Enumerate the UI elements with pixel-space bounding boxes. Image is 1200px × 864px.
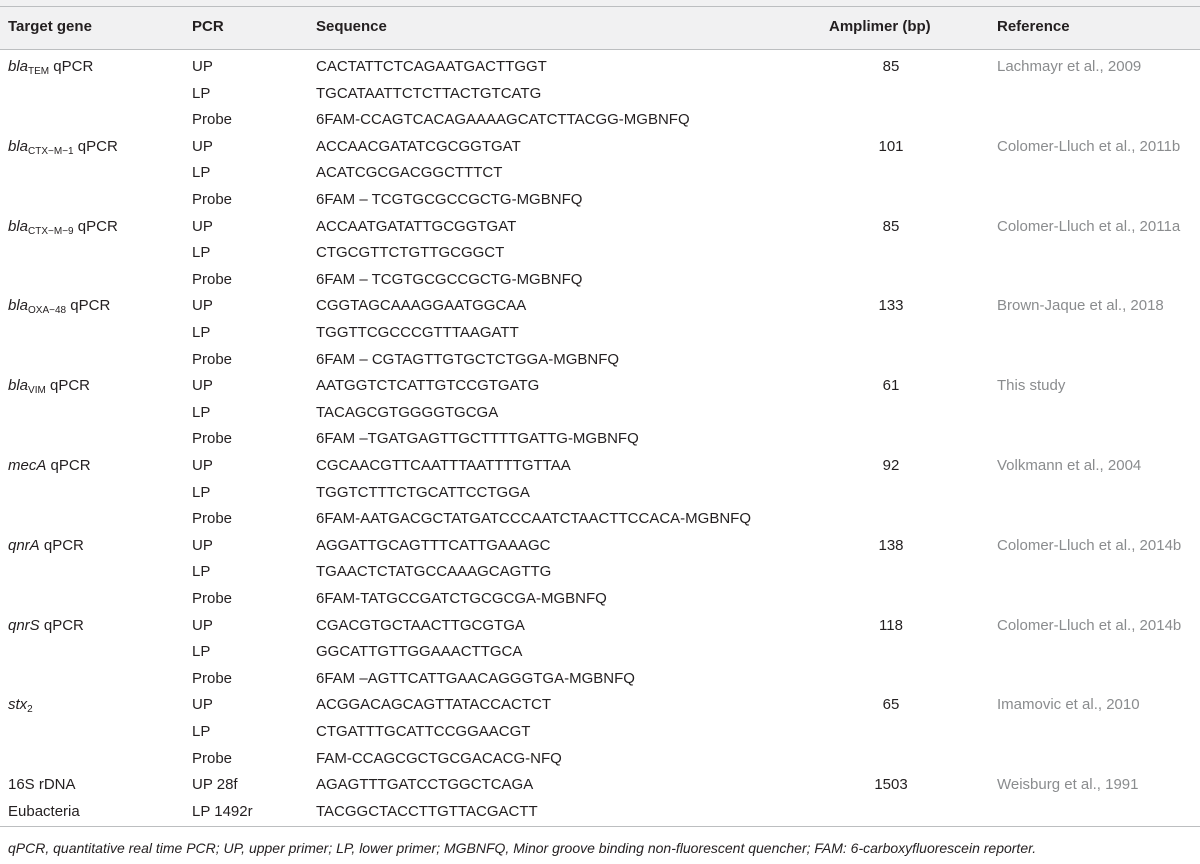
gene-subscript: 2: [27, 704, 33, 715]
cell-pcr: UP: [192, 138, 213, 155]
gene-name: qnrS: [8, 617, 40, 634]
cell-sequence: TGAACTCTATGCCAAAGCAGTTG: [316, 563, 552, 580]
gene-assay-type: qPCR: [73, 138, 118, 155]
cell-reference-link[interactable]: Weisburg et al., 1991: [997, 776, 1139, 793]
table-footnote: qPCR, quantitative real time PCR; UP, upper primer; LP, lower primer; MGBNFQ, Minor groove binding non-fluorescent quencher; FAM: 6-carboxyfluorescein reporter.: [8, 840, 1037, 856]
cell-sequence: AGGATTGCAGTTTCATTGAAAGC: [316, 537, 551, 554]
cell-pcr: LP: [192, 723, 211, 740]
bottom-rule: [0, 826, 1200, 827]
cell-target-gene: 16S rDNA: [8, 776, 76, 793]
cell-amplimer: 138: [878, 537, 904, 554]
cell-reference-link[interactable]: Brown-Jaque et al., 2018: [997, 297, 1164, 314]
gene-assay-type: qPCR: [39, 617, 84, 634]
cell-pcr: Probe: [192, 191, 233, 208]
cell-sequence: ACATCGCGACGGCTTTCT: [316, 164, 503, 181]
cell-sequence: CGCAACGTTCAATTTAATTTTGTTAA: [316, 457, 571, 474]
cell-reference-link[interactable]: Lachmayr et al., 2009: [997, 58, 1142, 75]
cell-sequence: ACCAATGATATTGCGGTGAT: [316, 218, 517, 235]
cell-pcr: UP: [192, 297, 213, 314]
cell-target-gene: [8, 218, 118, 241]
cell-amplimer: 65: [882, 696, 900, 713]
cell-pcr: LP: [192, 643, 211, 660]
cell-pcr: LP: [192, 164, 211, 181]
cell-sequence: TACGGCTACCTTGTTACGACTT: [316, 803, 538, 820]
cell-pcr: UP: [192, 218, 213, 235]
cell-amplimer: 92: [882, 457, 900, 474]
gene-assay-type: qPCR: [66, 297, 111, 314]
cell-sequence: FAM-CCAGCGCTGCGACACG-NFQ: [316, 750, 562, 767]
cell-amplimer: 118: [879, 617, 903, 634]
cell-pcr: LP: [192, 324, 211, 341]
gene-name: bla: [8, 377, 29, 394]
cell-amplimer: 61: [882, 377, 900, 394]
cell-sequence: AATGGTCTCATTGTCCGTGATG: [316, 377, 540, 394]
gene-name: bla: [8, 138, 29, 155]
cell-sequence: 6FAM-AATGACGCTATGATCCCAATCTAACTTCCACA-MGBNFQ: [316, 510, 751, 527]
cell-reference-link[interactable]: This study: [997, 377, 1066, 394]
gene-subscript: CTX−M−9: [28, 226, 74, 237]
cell-sequence: 6FAM –AGTTCATTGAACAGGGTGA-MGBNFQ: [316, 670, 635, 687]
cell-pcr: Probe: [192, 670, 233, 687]
gene-name: bla: [8, 297, 29, 314]
cell-pcr: UP: [192, 617, 213, 634]
cell-sequence: TGGTTCGCCCGTTTAAGATT: [316, 324, 519, 341]
cell-pcr: LP: [192, 563, 211, 580]
cell-pcr: Probe: [192, 590, 233, 607]
cell-sequence: CTGCGTTCTGTTGCGGCT: [316, 244, 505, 261]
cell-pcr: LP: [192, 85, 211, 102]
cell-sequence: ACCAACGATATCGCGGTGAT: [316, 138, 521, 155]
cell-amplimer: 1503: [874, 776, 908, 793]
header-pcr: PCR: [192, 18, 224, 35]
cell-pcr: Probe: [192, 351, 233, 368]
cell-amplimer: 85: [882, 218, 900, 235]
gene-assay-type: qPCR: [39, 537, 84, 554]
cell-reference-link[interactable]: Colomer-Lluch et al., 2014b: [997, 617, 1182, 634]
cell-sequence: CACTATTCTCAGAATGACTTGGT: [316, 58, 547, 75]
cell-sequence: TGCATAATTCTCTTACTGTCATG: [316, 85, 542, 102]
cell-target-gene: [8, 537, 84, 555]
cell-target-gene: [8, 457, 91, 475]
gene-subscript: CTX−M−1: [28, 146, 74, 157]
header-reference: Reference: [997, 18, 1070, 35]
cell-pcr: UP: [192, 537, 213, 554]
cell-pcr: UP: [192, 377, 213, 394]
cell-pcr: UP: [192, 696, 213, 713]
cell-target-gene: [8, 696, 33, 719]
cell-pcr: UP: [192, 457, 213, 474]
cell-amplimer: 85: [882, 58, 900, 75]
cell-reference-link[interactable]: Imamovic et al., 2010: [997, 696, 1140, 713]
cell-target-gene: [8, 138, 118, 161]
cell-reference-link[interactable]: Colomer-Lluch et al., 2014b: [997, 537, 1182, 554]
gene-subscript: TEM: [28, 66, 50, 77]
cell-sequence: 6FAM – CGTAGTTGTGCTCTGGA-MGBNFQ: [316, 351, 620, 368]
cell-amplimer: 101: [878, 138, 904, 155]
cell-pcr: LP 1492r: [192, 803, 253, 820]
top-rule: [0, 6, 1200, 7]
cell-pcr: LP: [192, 404, 211, 421]
cell-target-gene: [8, 377, 90, 400]
cell-sequence: 6FAM – TCGTGCGCCGCTG-MGBNFQ: [316, 191, 583, 208]
cell-target-gene: [8, 617, 84, 635]
cell-sequence: 6FAM-TATGCCGATCTGCGCGA-MGBNFQ: [316, 590, 607, 607]
gene-name: bla: [8, 218, 29, 235]
cell-reference-link[interactable]: Volkmann et al., 2004: [997, 457, 1142, 474]
cell-pcr: Probe: [192, 510, 233, 527]
cell-target-gene: Eubacteria: [8, 803, 80, 820]
cell-sequence: 6FAM –TGATGAGTTGCTTTTGATTG-MGBNFQ: [316, 430, 639, 447]
gene-name: stx: [8, 696, 28, 713]
cell-target-gene: [8, 297, 110, 320]
cell-pcr: UP 28f: [192, 776, 238, 793]
cell-reference-link[interactable]: Colomer-Lluch et al., 2011b: [997, 138, 1181, 155]
gene-name: mecA: [8, 457, 47, 474]
header-target-gene: Target gene: [8, 18, 92, 35]
cell-sequence: TGGTCTTTCTGCATTCCTGGA: [316, 484, 530, 501]
cell-sequence: ACGGACAGCAGTTATACCACTCT: [316, 696, 552, 713]
gene-assay-type: qPCR: [49, 58, 94, 75]
gene-assay-type: qPCR: [46, 457, 91, 474]
cell-pcr: UP: [192, 58, 213, 75]
cell-target-gene: [8, 58, 93, 81]
gene-subscript: VIM: [28, 385, 46, 396]
cell-amplimer: 133: [878, 297, 904, 314]
gene-assay-type: qPCR: [73, 218, 118, 235]
cell-sequence: CGGTAGCAAAGGAATGGCAA: [316, 297, 527, 314]
cell-sequence: CGACGTGCTAACTTGCGTGA: [316, 617, 525, 634]
gene-subscript: OXA−48: [28, 305, 67, 316]
cell-sequence: TACAGCGTGGGGTGCGA: [316, 404, 499, 421]
cell-pcr: Probe: [192, 111, 233, 128]
cell-sequence: CTGATTTGCATTCCGGAACGT: [316, 723, 531, 740]
gene-name: qnrA: [8, 537, 40, 554]
cell-reference-link[interactable]: Colomer-Lluch et al., 2011a: [997, 218, 1181, 235]
cell-pcr: Probe: [192, 430, 233, 447]
header-sequence: Sequence: [316, 18, 387, 35]
cell-pcr: Probe: [192, 750, 233, 767]
gene-assay-type: qPCR: [45, 377, 90, 394]
cell-sequence: GGCATTGTTGGAAACTTGCA: [316, 643, 523, 660]
cell-sequence: 6FAM – TCGTGCGCCGCTG-MGBNFQ: [316, 271, 583, 288]
cell-sequence: AGAGTTTGATCCTGGCTCAGA: [316, 776, 534, 793]
header-amplimer: Amplimer (bp): [829, 18, 931, 35]
cell-sequence: 6FAM-CCAGTCACAGAAAAGCATCTTACGG-MGBNFQ: [316, 111, 690, 128]
cell-pcr: Probe: [192, 271, 233, 288]
cell-pcr: LP: [192, 484, 211, 501]
gene-name: bla: [8, 58, 29, 75]
cell-pcr: LP: [192, 244, 211, 261]
header-rule: [0, 49, 1200, 50]
